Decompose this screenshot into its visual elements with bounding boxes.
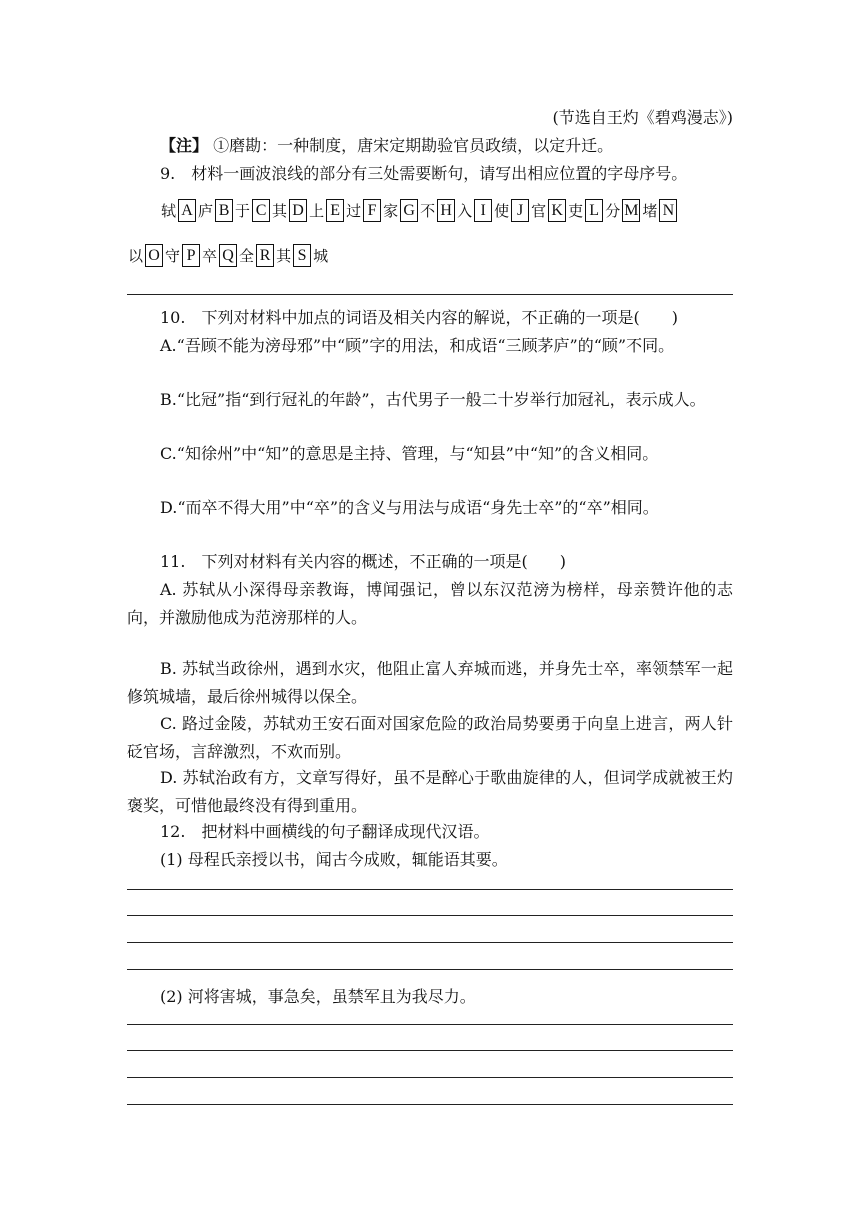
sentence-char: 其 (276, 246, 292, 265)
question-9-row-1 (160, 197, 733, 224)
sentence-char: 不 (420, 201, 436, 220)
break-letter-box: B (215, 199, 233, 222)
question-11-option-b: B. 苏轼当政徐州，遇到水灾，他阻止富人弃城而逃，并身先士卒，率领禁军一起修筑城墙，最后徐州城得以保全。 (127, 659, 733, 706)
break-letter-box: F (363, 199, 381, 222)
sentence-char: 于 (235, 201, 251, 220)
break-letter-box: N (659, 199, 677, 222)
answer-line-q9 (127, 294, 733, 295)
answer-line-12-1-a (127, 889, 733, 890)
sentence-char: 其 (272, 201, 288, 220)
question-10-option-a: A.“吾顾不能为滂母邪”中“顾”字的用法，和成语“三顾茅庐”的“顾”不同。 (160, 336, 675, 355)
break-letter-box: J (511, 199, 529, 222)
question-11-option-d: D. 苏轼治政有方，文章写得好，虽不是醉心于歌曲旋律的人，但词学成就被王灼褒奖，可惜他最终没有得到重用。 (127, 768, 733, 815)
sentence-char: 入 (457, 201, 473, 220)
break-letter-box: G (400, 199, 418, 222)
answer-line-12-2-c (127, 1077, 733, 1078)
sentence-char: 使 (494, 201, 510, 220)
question-11-stem: 11. 下列对材料有关内容的概述，不正确的一项是( ) (160, 552, 566, 571)
break-letter-box: O (145, 244, 163, 267)
question-9-stem: 9. 材料一画波浪线的部分有三处需要断句，请写出相应位置的字母序号。 (160, 164, 688, 183)
break-letter-box: A (178, 199, 196, 222)
break-letter-box: Q (219, 244, 237, 267)
question-12-sentence-2: (2) 河将害城，事急矣，虽禁军且为我尽力。 (160, 987, 476, 1006)
sentence-char: 堵 (642, 201, 658, 220)
break-letter-box: E (326, 199, 344, 222)
break-letter-box: H (437, 199, 455, 222)
annotation-text: ①磨勘：一种制度，唐宋定期勘验官员政绩，以定升迁。 (213, 136, 614, 155)
question-11-option-a: A. 苏轼从小深得母亲教诲，博闻强记，曾以东汉范滂为榜样，母亲赞许他的志向，并激励他成为范滂那样的人。 (127, 580, 733, 627)
sentence-char: 过 (346, 201, 362, 220)
answer-line-12-2-d (127, 1104, 733, 1105)
answer-line-12-2-b (127, 1050, 733, 1051)
sentence-char: 吏 (568, 201, 584, 220)
break-letter-box: R (256, 244, 274, 267)
break-letter-box: I (474, 199, 492, 222)
question-10-option-d: D.“而卒不得大用”中“卒”的含义与用法与成语“身先士卒”的“卒”相同。 (160, 498, 659, 517)
break-letter-box: K (548, 199, 566, 222)
sentence-char: 城 (313, 246, 329, 265)
question-10-option-c: C.“知徐州”中“知”的意思是主持、管理，与“知县”中“知”的含义相同。 (160, 444, 659, 463)
question-12-sentence-1: (1) 母程氏亲授以书，闻古今成败，辄能语其要。 (160, 850, 508, 869)
break-letter-box: C (252, 199, 270, 222)
sentence-char: 守 (165, 246, 181, 265)
answer-line-12-1-d (127, 969, 733, 970)
annotation (160, 136, 733, 156)
question-10-stem: 10. 下列对材料中加点的词语及相关内容的解说，不正确的一项是( ) (160, 308, 678, 327)
answer-line-12-1-c (127, 942, 733, 943)
sentence-char: 以 (128, 246, 144, 265)
sentence-char: 轼 (161, 201, 177, 220)
break-letter-box: P (182, 244, 200, 267)
break-letter-box: D (289, 199, 307, 222)
sentence-char: 上 (309, 201, 325, 220)
question-10-option-b: B.“比冠”指“到行冠礼的年龄”，古代男子一般二十岁举行加冠礼，表示成人。 (160, 390, 706, 409)
question-12-stem: 12. 把材料中画横线的句子翻译成现代汉语。 (160, 822, 490, 841)
break-letter-box: L (585, 199, 603, 222)
sentence-char: 全 (239, 246, 255, 265)
question-11-option-c: C. 路过金陵，苏轼劝王安石面对国家危险的政治局势要勇于向皇上进言，两人针砭官场，言辞激烈，不欢而别。 (127, 714, 733, 761)
break-letter-box: S (293, 244, 311, 267)
sentence-char: 分 (605, 201, 621, 220)
break-letter-box: M (622, 199, 640, 222)
annotation-label: 【注】 (160, 136, 209, 155)
source-note: (节选自王灼《碧鸡漫志》) (552, 108, 733, 127)
sentence-char: 家 (383, 201, 399, 220)
answer-line-12-2-a (127, 1024, 733, 1025)
answer-line-12-1-b (127, 915, 733, 916)
sentence-char: 卒 (202, 246, 218, 265)
sentence-char: 庐 (198, 201, 214, 220)
question-9-row-2 (127, 242, 733, 269)
sentence-char: 官 (531, 201, 547, 220)
